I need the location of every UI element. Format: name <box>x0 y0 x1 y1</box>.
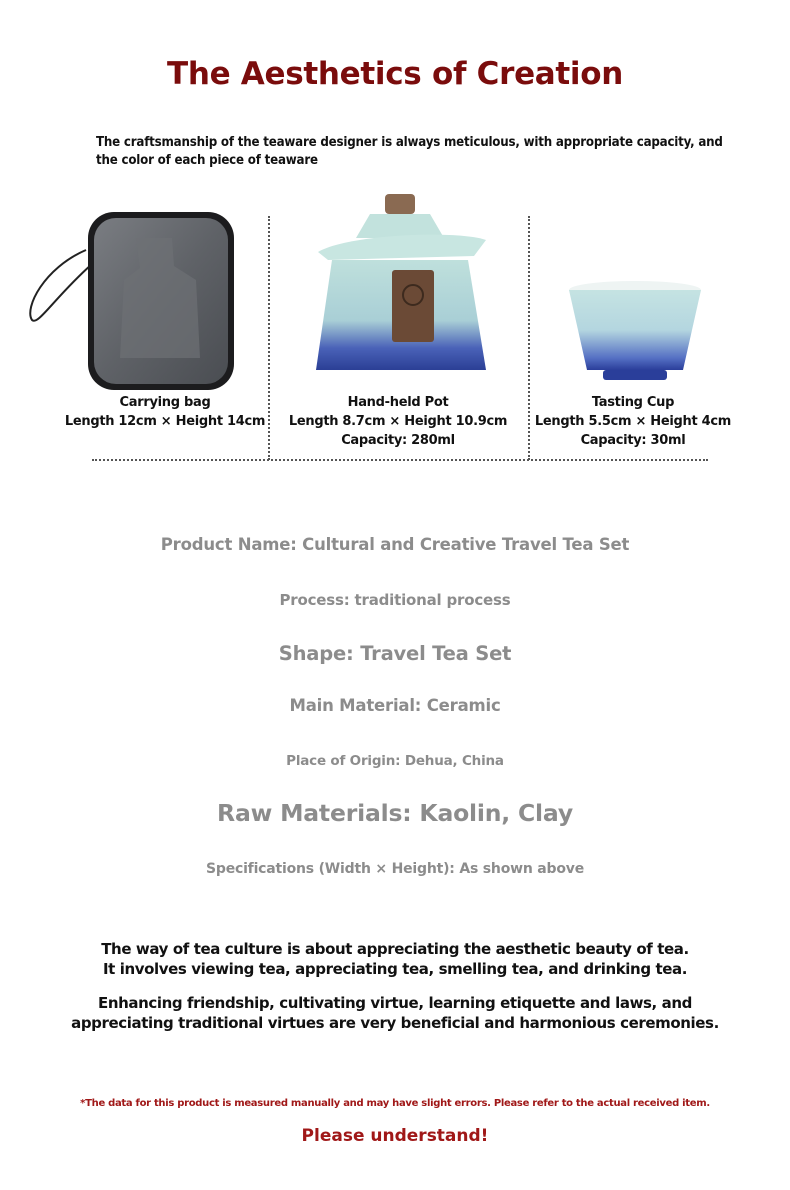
divider-horizontal <box>92 459 708 461</box>
product-caption-hand-held-pot <box>270 393 526 450</box>
product-name: Hand-held Pot <box>347 395 449 410</box>
spec-product-name: Product Name: Cultural and Creative Travel Tea Set <box>160 535 630 554</box>
paragraph-tea-culture: The way of tea culture is about appreciating the aesthetic beauty of tea. It involves viewing tea, appreciating tea, smelling tea, and drinking tea. <box>101 940 689 978</box>
product-capacity: Capacity: 30ml <box>580 433 686 448</box>
spec-main-material: Main Material: Ceramic <box>289 696 501 715</box>
product-caption-tasting-cup <box>530 393 736 450</box>
carrying-bag-image <box>24 208 239 393</box>
disclaimer-note: *The data for this product is measured manually and may have slight errors. Please refer to the actual received item. <box>80 1098 710 1109</box>
product-size: Length 12cm × Height 14cm <box>64 414 266 429</box>
intro-text: The craftsmanship of the teaware designer is always meticulous, with appropriate capacity, and the color of each piece of teaware <box>96 135 723 168</box>
page-title: The Aesthetics of Creation <box>166 56 624 92</box>
spec-raw-materials: Raw Materials: Kaolin, Clay <box>217 799 573 827</box>
product-name: Carrying bag <box>119 395 211 410</box>
product-name: Tasting Cup <box>591 395 675 410</box>
product-size: Length 8.7cm × Height 10.9cm <box>288 414 508 429</box>
product-capacity: Capacity: 280ml <box>341 433 455 448</box>
product-size: Length 5.5cm × Height 4cm <box>534 414 732 429</box>
spec-process: Process: traditional process <box>279 591 511 609</box>
spec-shape: Shape: Travel Tea Set <box>278 642 512 665</box>
closing-text: Please understand! <box>301 1126 489 1146</box>
spec-place-of-origin: Place of Origin: Dehua, China <box>286 753 504 769</box>
hand-held-pot-image <box>308 190 488 386</box>
tasting-cup-image <box>565 278 705 384</box>
product-caption-carrying-bag <box>40 393 290 431</box>
paragraph-virtues: Enhancing friendship, cultivating virtue, learning etiquette and laws, and appreciating traditional virtues are very beneficial and harmonious ceremonies. <box>71 994 719 1032</box>
spec-specifications: Specifications (Width × Height): As shown above <box>205 861 585 877</box>
